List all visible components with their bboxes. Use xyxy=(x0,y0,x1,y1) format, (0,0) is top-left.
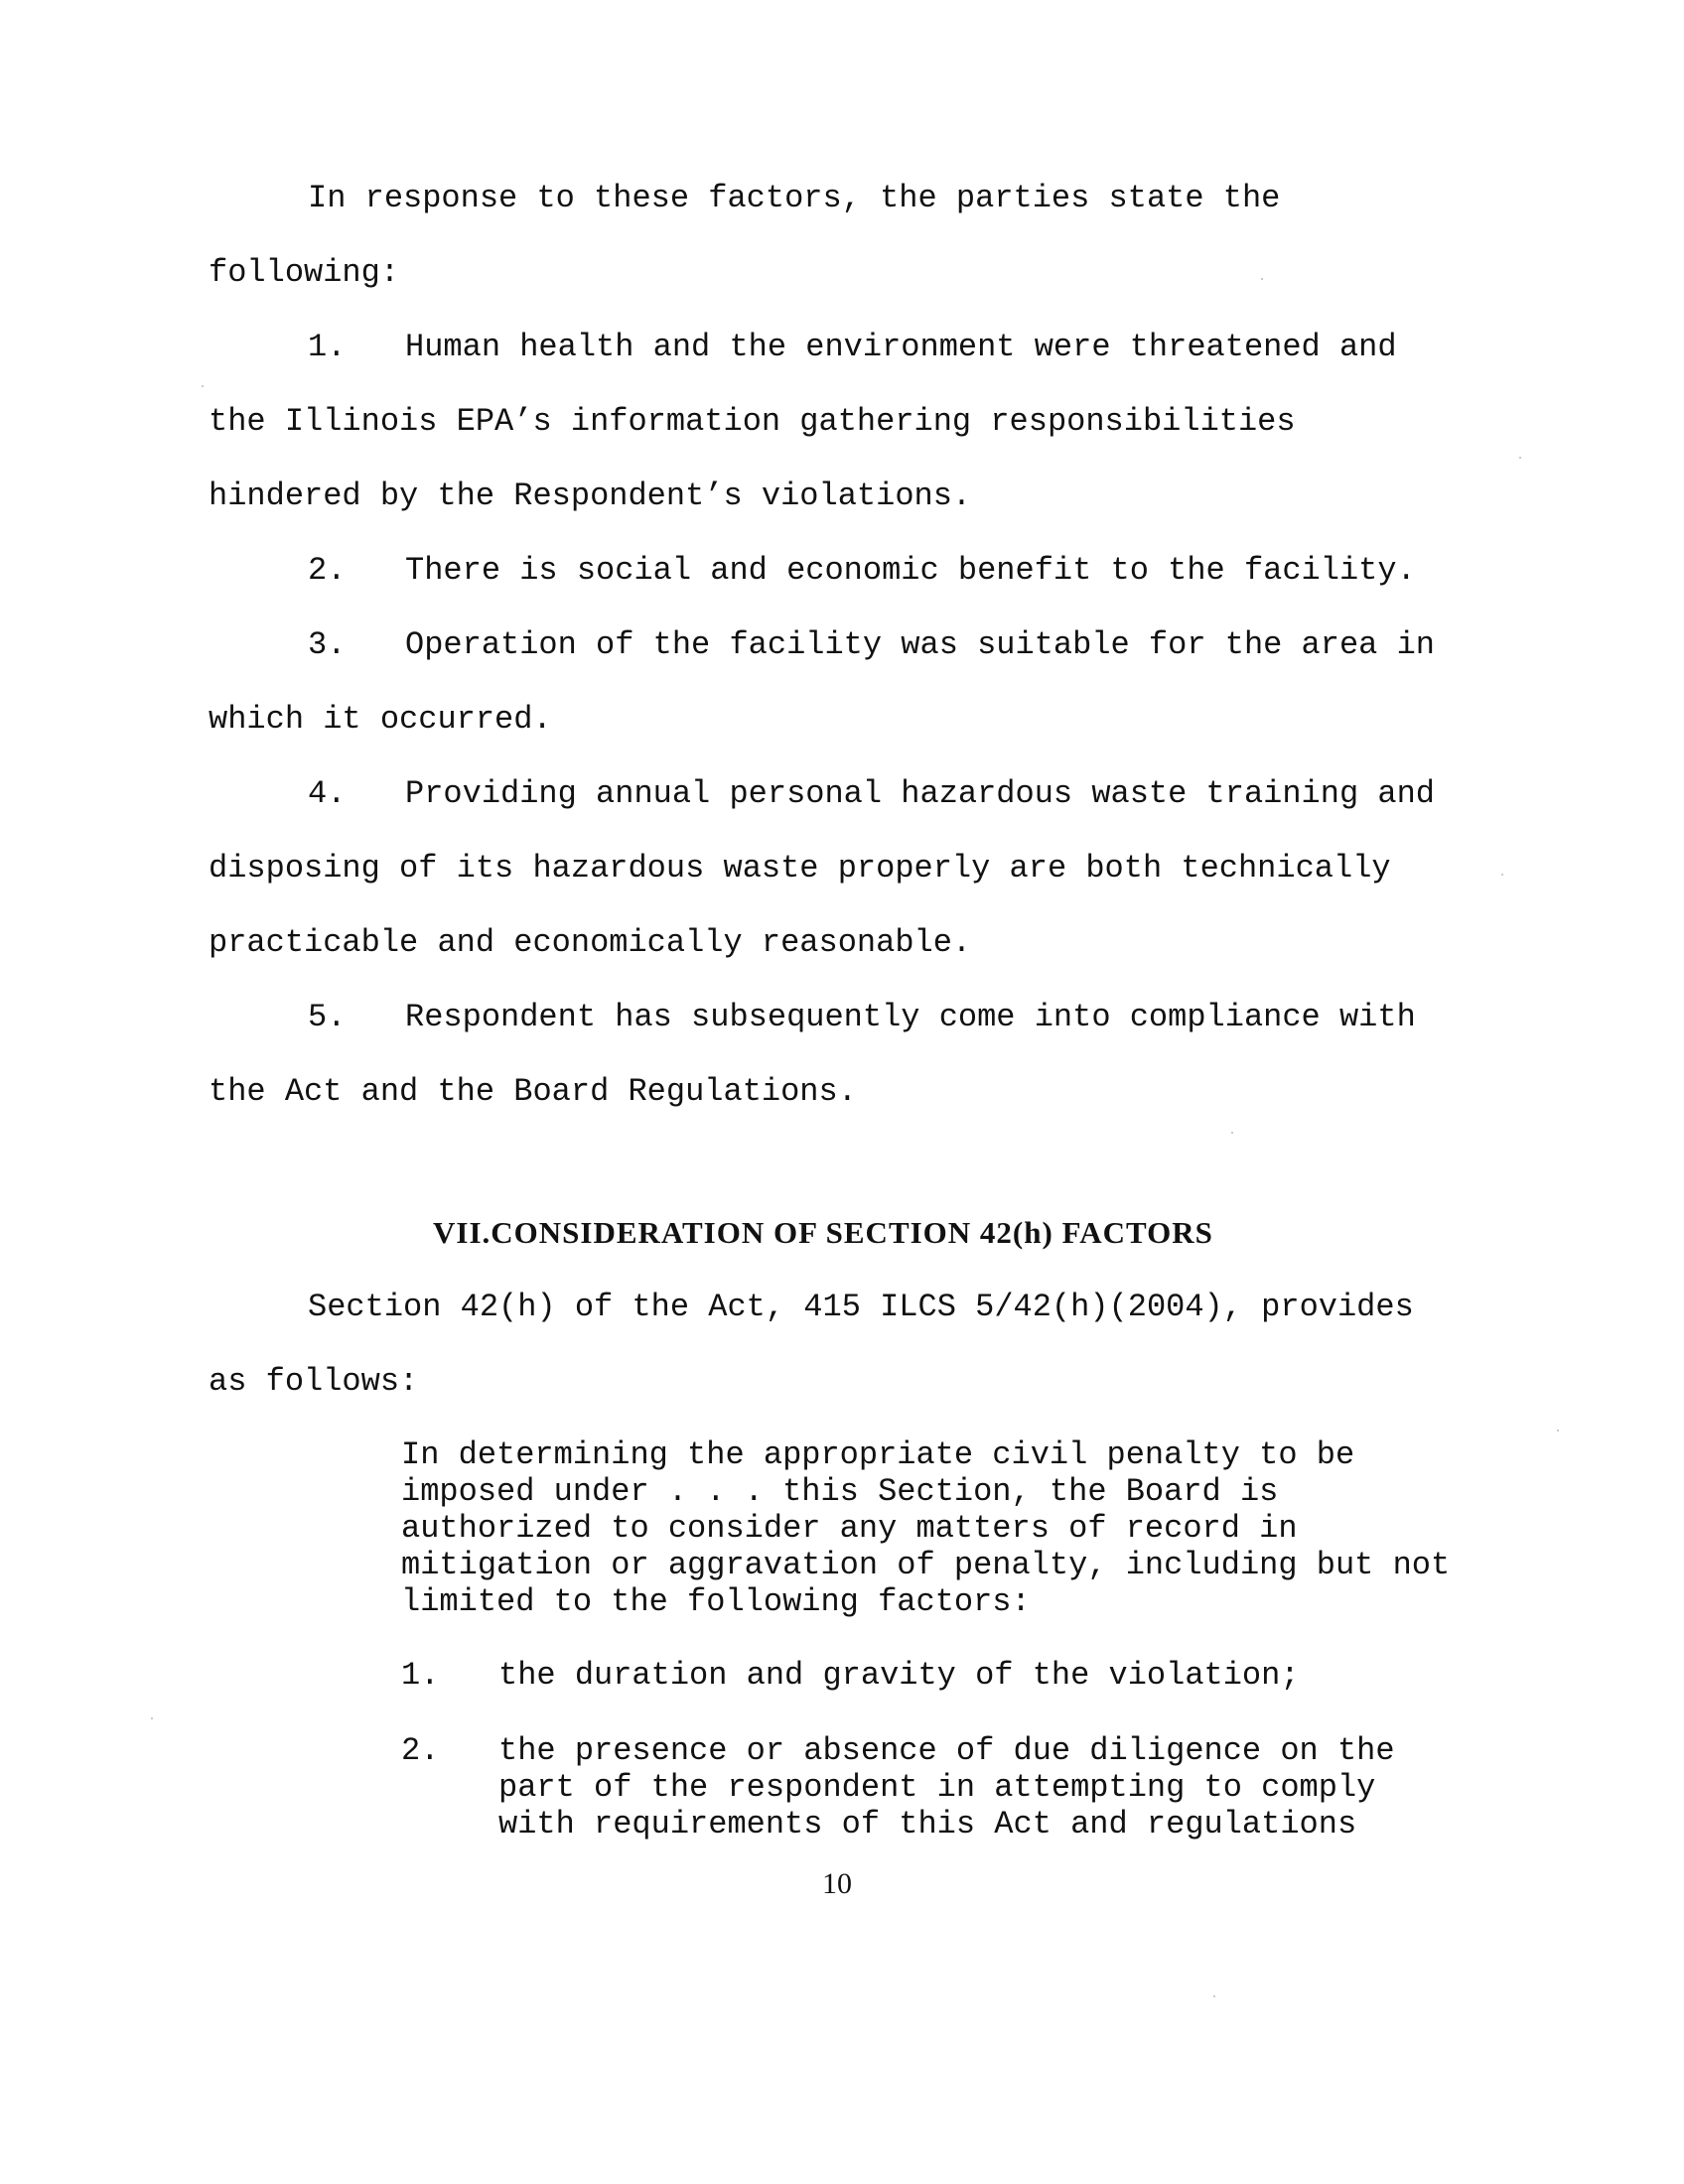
scan-speck xyxy=(1231,1132,1233,1134)
intro-line-2: following: xyxy=(209,254,400,291)
scan-speck xyxy=(202,385,204,387)
section-intro-line-2: as follows: xyxy=(209,1363,419,1400)
section-intro-line-1: Section 42(h) of the Act, 415 ILCS 5/42(h)(2004), provides xyxy=(308,1289,1414,1325)
scan-speck xyxy=(1501,874,1503,876)
factor-4-text: Providing annual personal hazardous waste training and xyxy=(405,775,1435,812)
scan-speck xyxy=(151,1717,153,1719)
factor-1-number: 1. xyxy=(308,329,347,365)
quote-item-2-number: 2. xyxy=(401,1732,440,1769)
factor-4-number: 4. xyxy=(308,775,347,812)
quote-item-1-number: 1. xyxy=(401,1657,440,1694)
scan-speck xyxy=(1519,457,1521,459)
factor-5-text: Respondent has subsequently come into compliance with xyxy=(405,999,1416,1035)
page-number: 10 xyxy=(822,1867,852,1900)
block-quote: In determining the appropriate civil penalty to be imposed under . . . this Section, the Board is authorized to consider any matters of record in mitigation or aggravation of penalty, including but not limited to the following factors: xyxy=(401,1436,1451,1620)
factor-3-cont-1: which it occurred. xyxy=(209,701,552,738)
section-heading: VII.CONSIDERATION OF SECTION 42(h) FACTORS xyxy=(433,1215,1213,1250)
quote-item-1-text: the duration and gravity of the violation; xyxy=(498,1657,1300,1694)
quote-item-2-text: the presence or absence of due diligence on the part of the respondent in attempting to comply with requirements of this Act and regulations xyxy=(498,1732,1395,1843)
factor-3-text: Operation of the facility was suitable for the area in xyxy=(405,626,1435,663)
factor-4-cont-1: disposing of its hazardous waste properly are both technically xyxy=(209,850,1391,887)
factor-5-cont-1: the Act and the Board Regulations. xyxy=(209,1073,857,1110)
factor-2-number: 2. xyxy=(308,552,347,589)
intro-line-1: In response to these factors, the parties state the xyxy=(308,180,1281,216)
factor-4-cont-2: practicable and economically reasonable. xyxy=(209,924,972,961)
scan-speck xyxy=(1261,278,1263,280)
factor-1-text: Human health and the environment were threatened and xyxy=(405,329,1397,365)
scan-speck xyxy=(1213,1995,1215,1997)
scan-speck xyxy=(1557,1430,1559,1432)
factor-1-cont-2: hindered by the Respondent’s violations. xyxy=(209,478,972,514)
factor-1-cont-1: the Illinois EPA’s information gathering responsibilities xyxy=(209,403,1296,440)
factor-5-number: 5. xyxy=(308,999,347,1035)
factor-3-number: 3. xyxy=(308,626,347,663)
factor-2-text: There is social and economic benefit to the facility. xyxy=(405,552,1416,589)
